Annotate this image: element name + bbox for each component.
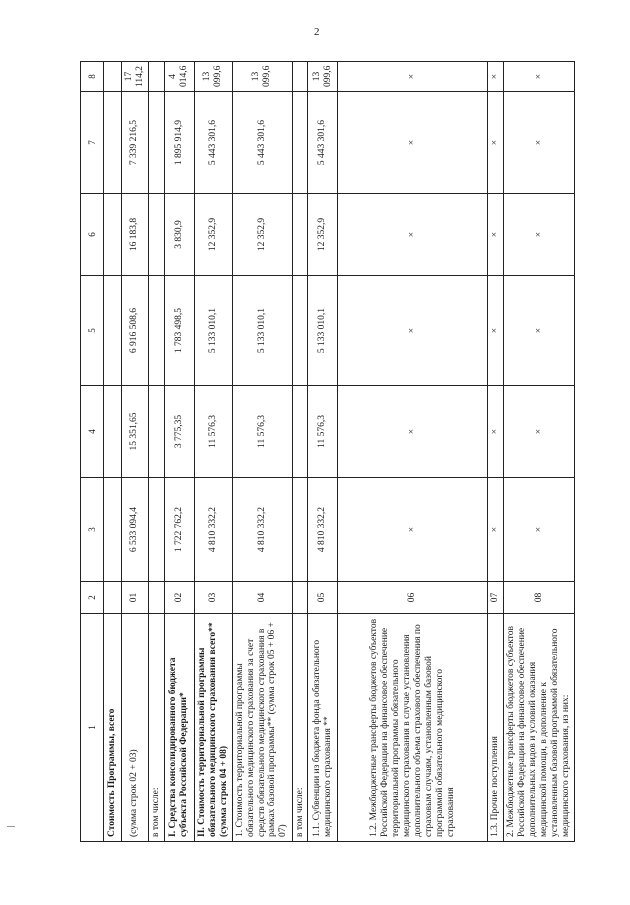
table-row — [194, 62, 232, 842]
column-number-row — [81, 62, 104, 842]
value-cell: 4 810 332,2 — [308, 478, 338, 582]
column-number-cell: 3 — [81, 478, 104, 582]
row-label-cell: (сумма строк 02 + 03) — [122, 614, 149, 842]
value-cell: 3 830,9 — [164, 194, 194, 276]
row-code-cell: 01 — [122, 582, 149, 614]
value-cell: 1 722 762,2 — [164, 478, 194, 582]
value-cell: 4 014,6 — [164, 62, 194, 92]
rotated-table — [80, 62, 571, 842]
value-cell: 11 576,3 — [194, 386, 232, 478]
value-cell — [292, 276, 308, 386]
value-cell: 1 783 498,5 — [164, 276, 194, 386]
program-cost-table — [80, 61, 575, 842]
row-label-cell: 1.2. Межбюджетные трансферты бюджетов субъектов Российской Федерации на финансовое обеспечение территориальной программы обязательного медицинского страхования в случае установления дополнительного объема страхового обеспечения по страховым случаям, установленным базовой программой обязательного медицинского страхования — [338, 614, 488, 842]
column-number-cell: 6 — [81, 194, 104, 276]
row-code-cell: 05 — [308, 582, 338, 614]
row-label-cell: II. Стоимость территориальной программы обязательного медицинского страхования всего** (сумма строк 04 + 08) — [194, 614, 232, 842]
value-cell: 12 352,9 — [194, 194, 232, 276]
column-number-cell: 5 — [81, 276, 104, 386]
value-cell: 5 443 301,6 — [308, 92, 338, 194]
value-cell: × — [504, 92, 575, 194]
value-cell: × — [488, 194, 504, 276]
row-code-cell: 02 — [164, 582, 194, 614]
value-cell — [104, 276, 122, 386]
row-label-cell: в том числе: — [148, 614, 164, 842]
value-cell — [104, 194, 122, 276]
value-cell — [148, 62, 164, 92]
value-cell: × — [488, 478, 504, 582]
value-cell: 12 352,9 — [232, 194, 292, 276]
column-number-cell: 4 — [81, 386, 104, 478]
value-cell — [292, 194, 308, 276]
value-cell — [292, 92, 308, 194]
row-code-cell: 08 — [504, 582, 575, 614]
value-cell — [292, 62, 308, 92]
value-cell — [148, 92, 164, 194]
row-code-cell: 04 — [232, 582, 292, 614]
value-cell: 5 133 010,1 — [308, 276, 338, 386]
row-code-cell: 07 — [488, 582, 504, 614]
row-code-cell — [292, 582, 308, 614]
value-cell: 5 443 301,6 — [194, 92, 232, 194]
value-cell — [104, 62, 122, 92]
row-label-cell: 1. Стоимость территориальной программы обязательного медицинского страхования за счет средств обязательного медицинского страхования в рамках базовой программы** (сумма строк 05 + 06 + 07) — [232, 614, 292, 842]
row-label-cell: в том числе: — [292, 614, 308, 842]
column-number-cell: 2 — [81, 582, 104, 614]
row-label-cell: 2. Межбюджетные трансферты бюджетов субъектов Российской Федерации на финансовое обеспечение дополнительных видов и условий оказания медицинской помощи, в дополнение к установленным базовой программой обязательного медицинского страхования, из них: — [504, 614, 575, 842]
value-cell: 17 114,2 — [122, 62, 149, 92]
value-cell: 5 133 010,1 — [194, 276, 232, 386]
value-cell: × — [488, 92, 504, 194]
margin-mark — [7, 826, 15, 827]
value-cell: × — [338, 386, 488, 478]
value-cell: 11 576,3 — [232, 386, 292, 478]
table-row — [164, 62, 194, 842]
value-cell: × — [504, 478, 575, 582]
value-cell — [148, 276, 164, 386]
value-cell: 13 099,6 — [232, 62, 292, 92]
value-cell — [292, 386, 308, 478]
value-cell: × — [504, 386, 575, 478]
value-cell — [104, 92, 122, 194]
value-cell: × — [488, 62, 504, 92]
table-row — [308, 62, 338, 842]
rotated-table-container — [80, 62, 571, 842]
row-label-cell: 1.1. Субвенции из бюджета фонда обязательного медицинского страхования ** — [308, 614, 338, 842]
table-row — [122, 62, 149, 842]
row-code-cell: 03 — [194, 582, 232, 614]
row-label-cell: Стоимость Программы, всего — [104, 614, 122, 842]
value-cell: 1 895 914,9 — [164, 92, 194, 194]
value-cell: × — [504, 276, 575, 386]
value-cell: × — [504, 62, 575, 92]
value-cell: 15 351,65 — [122, 386, 149, 478]
value-cell: × — [488, 276, 504, 386]
row-code-cell: 06 — [338, 582, 488, 614]
column-number-cell: 7 — [81, 92, 104, 194]
value-cell — [148, 478, 164, 582]
value-cell — [292, 478, 308, 582]
value-cell: 6 533 094,4 — [122, 478, 149, 582]
value-cell — [104, 386, 122, 478]
table-row — [148, 62, 164, 842]
table-row — [504, 62, 575, 842]
value-cell: 6 916 508,6 — [122, 276, 149, 386]
value-cell: 13 099,6 — [308, 62, 338, 92]
value-cell: 7 339 216,5 — [122, 92, 149, 194]
value-cell: 11 576,3 — [308, 386, 338, 478]
table-row — [488, 62, 504, 842]
value-cell: × — [488, 386, 504, 478]
value-cell: 12 352,9 — [308, 194, 338, 276]
value-cell: × — [504, 194, 575, 276]
value-cell: × — [338, 276, 488, 386]
column-number-cell: 8 — [81, 62, 104, 92]
value-cell: 3 775,35 — [164, 386, 194, 478]
value-cell: 16 183,8 — [122, 194, 149, 276]
table-row — [338, 62, 488, 842]
value-cell: 5 443 301,6 — [232, 92, 292, 194]
value-cell: 5 133 010,1 — [232, 276, 292, 386]
value-cell: × — [338, 92, 488, 194]
value-cell: 4 810 332,2 — [194, 478, 232, 582]
row-code-cell — [104, 582, 122, 614]
value-cell — [148, 194, 164, 276]
table-row — [292, 62, 308, 842]
value-cell — [148, 386, 164, 478]
page-number: 2 — [314, 26, 320, 38]
value-cell: × — [338, 194, 488, 276]
row-label-cell: 1.3. Прочие поступления — [488, 614, 504, 842]
value-cell: × — [338, 62, 488, 92]
table-row — [232, 62, 292, 842]
value-cell: × — [338, 478, 488, 582]
value-cell — [104, 478, 122, 582]
value-cell: 13 099,6 — [194, 62, 232, 92]
row-code-cell — [148, 582, 164, 614]
table-row — [104, 62, 122, 842]
column-number-cell: 1 — [81, 614, 104, 842]
row-label-cell: I. Средства консолидированного бюджета субъекта Российской Федерации* — [164, 614, 194, 842]
value-cell: 4 810 332,2 — [232, 478, 292, 582]
